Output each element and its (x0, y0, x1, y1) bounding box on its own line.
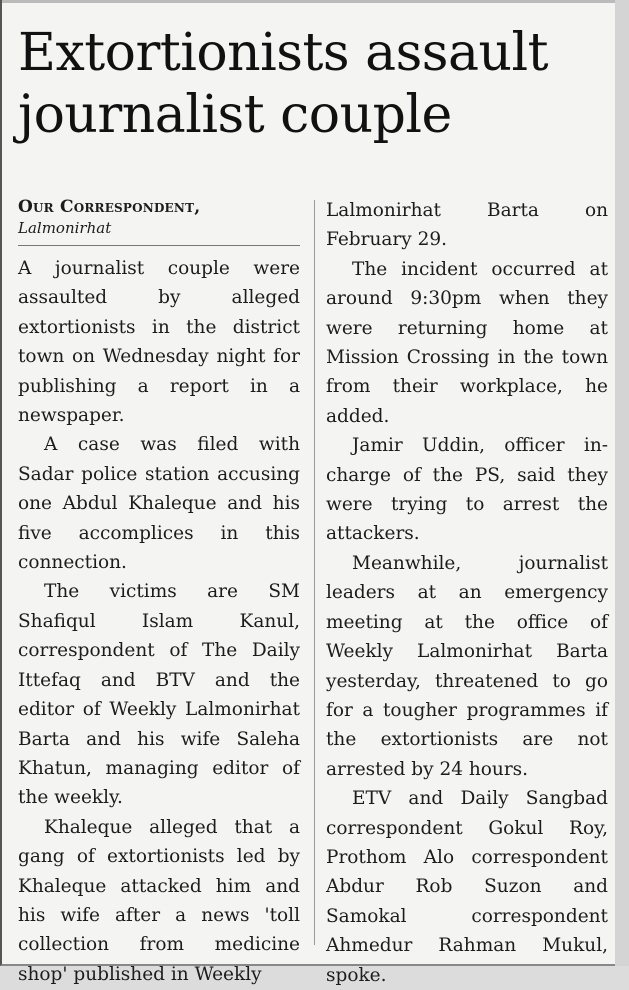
column-divider (314, 200, 315, 945)
paragraph: The incident occurred at around 9:30pm when they were returning home at Mission Crossing in the town from their workplace, he added. (326, 258, 608, 427)
byline-name: Our Correspondent, (18, 197, 201, 217)
paragraph: A case was filed with Sadar police station accusing one Abdul Khaleque and his five accomplices in this connection. (18, 434, 300, 574)
paragraph: The victims are SM Shafiqul Islam Kanul, correspondent of The Daily Ittefaq and BTV and the editor of Weekly Lalmonirhat Barta and his wife Saleha Khatun, managing editor of the weekly. (18, 581, 300, 809)
byline-place: Lalmonirhat (18, 219, 112, 237)
paragraph: A journalist couple were assaulted by alleged extortionists in the district town on Wednesday night for publishing a report in a newspaper. (18, 258, 300, 427)
left-column (18, 195, 300, 989)
paragraph: Jamir Uddin, officer in-charge of the PS, said they were trying to arrest the attackers. (326, 435, 608, 545)
paragraph: ETV and Daily Sangbad correspondent Gokul Roy, Prothom Alo correspondent Abdur Rob Suzon and Samokal correspondent Ahmedur Rahman Mukul, spoke. (326, 788, 608, 986)
top-edge (2, 0, 617, 3)
headline: Extortionists assault journalist couple (18, 23, 548, 145)
right-column (326, 196, 608, 990)
paragraph: Meanwhile, journalist leaders at an emergency meeting at the office of Weekly Lalmonirhat Barta yesterday, threatened to go for a tougher programmes if the extortionists are not arrested by 24 hours. (326, 552, 608, 780)
paragraph: Khaleque alleged that a gang of extortionists led by Khaleque attacked him and his wife after a news 'toll collection from medicine shop' published in Weekly (18, 816, 300, 985)
byline-divider (18, 245, 300, 246)
paragraph: Lalmonirhat Barta on February 29. (326, 200, 608, 251)
